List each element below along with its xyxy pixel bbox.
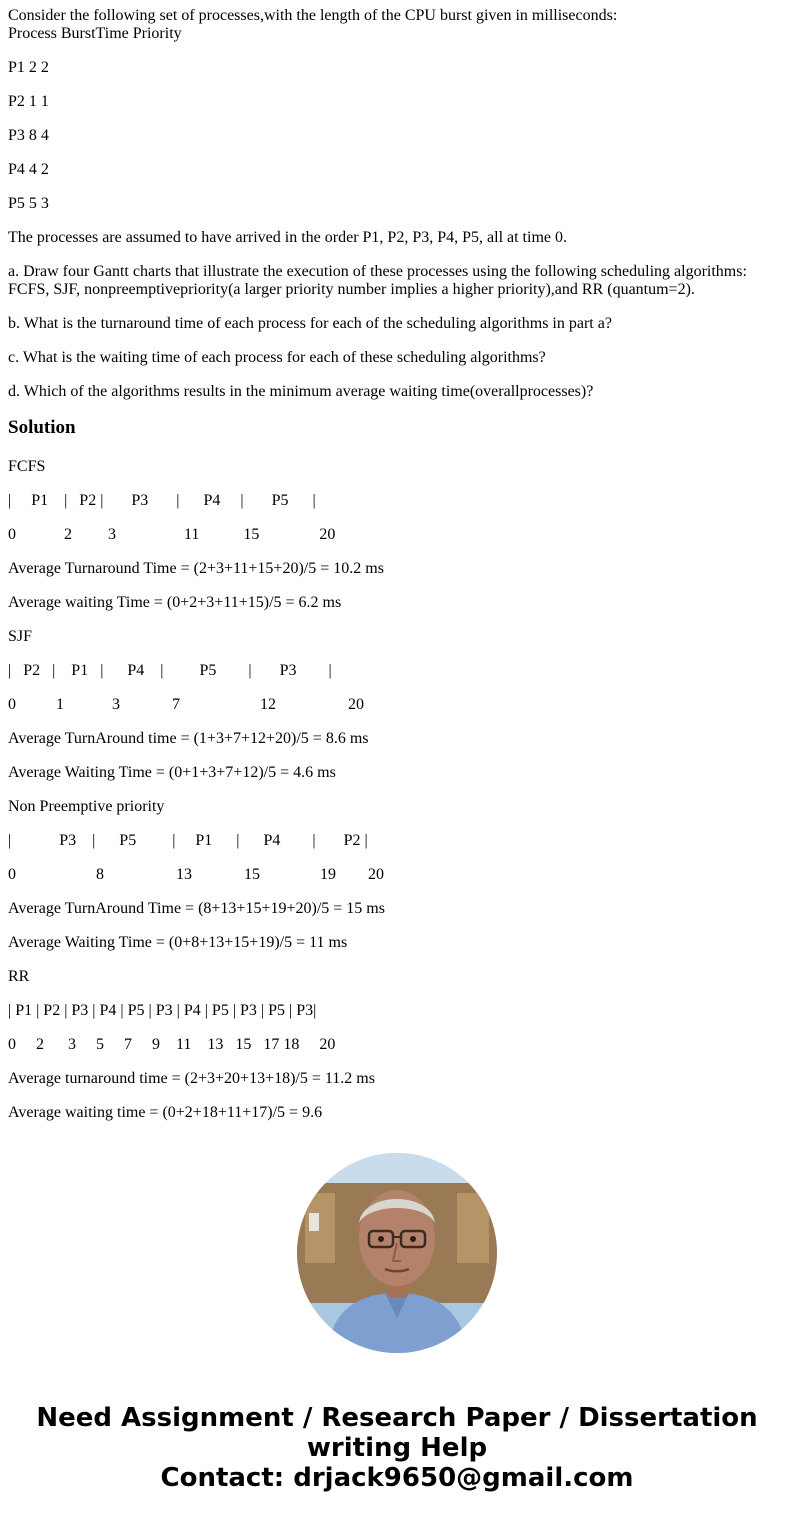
question-part-d: d. Which of the algorithms results in the minimum average waiting time(overallprocesses)?: [8, 383, 594, 400]
gantt-chart-fcfs: | P1 | P2 | P3 | P4 | P5 |: [8, 492, 316, 509]
question-intro: Consider the following set of processes,with the length of the CPU burst given in milliseconds:: [8, 7, 618, 24]
process-row: P2 1 1: [8, 93, 49, 110]
gantt-chart-rr: | P1 | P2 | P3 | P4 | P5 | P3 | P4 | P5 | P3 | P5 | P3|: [8, 1002, 317, 1019]
question-part-c: c. What is the waiting time of each process for each of these scheduling algorithms?: [8, 349, 546, 366]
portrait-illustration: [297, 1153, 497, 1353]
gantt-times-priority: 0 8 13 15 19 20: [8, 866, 384, 883]
avg-turnaround-sjf: Average TurnAround time = (1+3+7+12+20)/5 = 8.6 ms: [8, 730, 369, 747]
gantt-times-rr: 0 2 3 5 7 9 11 13 15 17 18 20: [8, 1036, 336, 1053]
avg-waiting-sjf: Average Waiting Time = (0+1+3+7+12)/5 = 4.6 ms: [8, 764, 336, 781]
gantt-times-fcfs: 0 2 3 11 15 20: [8, 526, 336, 543]
avg-turnaround-fcfs: Average Turnaround Time = (2+3+11+15+20)/5 = 10.2 ms: [8, 560, 384, 577]
process-row: P3 8 4: [8, 127, 49, 144]
avg-waiting-priority: Average Waiting Time = (0+8+13+15+19)/5 = 11 ms: [8, 934, 348, 951]
avg-waiting-rr: Average waiting time = (0+2+18+11+17)/5 = 9.6: [8, 1104, 323, 1121]
process-row: P5 5 3: [8, 195, 49, 212]
process-table-header: Process BurstTime Priority: [8, 25, 182, 42]
document-body: [8, 7, 786, 1121]
process-row: P4 4 2: [8, 161, 49, 178]
arrival-note: The processes are assumed to have arrived in the order P1, P2, P3, P4, P5, all at time 0.: [8, 229, 567, 246]
process-row: P1 2 2: [8, 59, 49, 76]
section-title-rr: RR: [8, 968, 30, 985]
contact-banner: [0, 1403, 794, 1493]
section-title-fcfs: FCFS: [8, 458, 46, 475]
question-part-b: b. What is the turnaround time of each process for each of the scheduling algorithms in part a?: [8, 315, 612, 332]
section-title-sjf: SJF: [8, 628, 33, 645]
banner-line-1: Need Assignment / Research Paper / Dissertation: [36, 1403, 758, 1433]
gantt-times-sjf: 0 1 3 7 12 20: [8, 696, 364, 713]
avg-turnaround-rr: Average turnaround time = (2+3+20+13+18)/5 = 11.2 ms: [8, 1070, 375, 1087]
avg-waiting-fcfs: Average waiting Time = (0+2+3+11+15)/5 = 6.2 ms: [8, 594, 342, 611]
avg-turnaround-priority: Average TurnAround Time = (8+13+15+19+20)/5 = 15 ms: [8, 900, 385, 917]
gantt-chart-priority: | P3 | P5 | P1 | P4 | P2 |: [8, 832, 368, 849]
question-part-a: a. Draw four Gantt charts that illustrate the execution of these processes using the following scheduling algorithms: FCFS, SJF, nonpreemptivepriority(a larger priority number implies a higher priority),and RR (quantum=2).: [8, 263, 747, 298]
section-title-priority: Non Preemptive priority: [8, 798, 165, 815]
author-photo: [297, 1153, 497, 1353]
banner-contact-email: Contact: drjack9650@gmail.com: [160, 1463, 634, 1493]
solution-heading: Solution: [8, 417, 76, 438]
gantt-chart-sjf: | P2 | P1 | P4 | P5 | P3 |: [8, 662, 332, 679]
banner-line-2: writing Help: [306, 1433, 488, 1463]
